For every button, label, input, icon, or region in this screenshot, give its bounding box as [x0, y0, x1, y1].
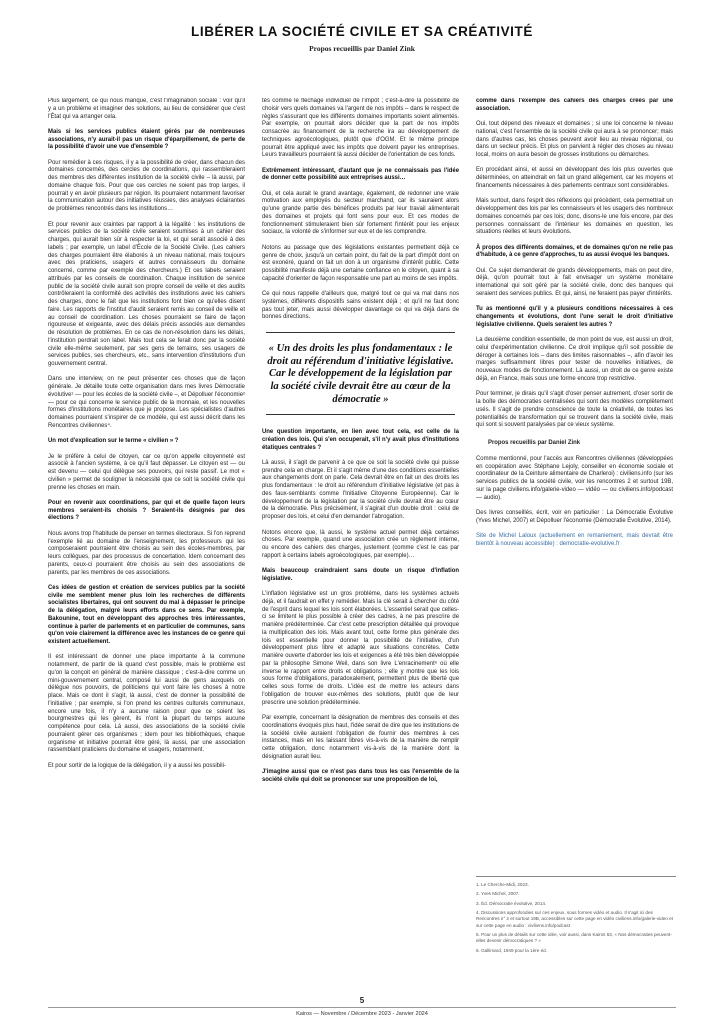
- paragraph: Pour terminer, je dirais qu'il s'agit d'oser penser autrement, d'oser sortir de la boîte des démocraties centralisées qui sont des modèles complètement usés. Il s'agit de prendre conscience de toute la créativité, de toutes les potentialités de transformation qui se trouvent dans la société civile, mais qui sont si souvent paralysées par ce vieux système.: [476, 391, 673, 429]
- interview-question: J'imagine aussi que ce n'est pas dans tous les cas l'ensemble de la société civile qui doit se prononcer sur une proposition de loi,: [262, 769, 459, 783]
- paragraph: Là aussi, il s'agit de parvenir à ce que ce soit la société civile qui puisse prendre cela en charge. Et il s'agit même d'une des conditions essentielles aux changements dont on parle. Cela devrait être en fait un des droits les plus fondamentaux : le droit au référendum d'initiative législative (et pas à des faux-semblants comme l'Initiative Citoyenne Européenne). Car le développement de la législation par la société civile devrait être au cœur de la démocratie. Plus précisément, il s'agirait d'un double droit : celui de proposer des lois, et celui d'en demander l'abrogation.: [262, 459, 459, 521]
- pull-quote: « Un des droits les plus fondamentaux : le droit au référendum d'initiative législative. Car le développement de la législation par la société civile devrait être au cœur de la démocratie »: [266, 332, 455, 415]
- signature: Propos recueillis par Daniel Zink: [488, 440, 581, 446]
- interview-question: Mais beaucoup craindraient sans doute un risque d'inflation législative.: [262, 568, 459, 582]
- closing-note: Comme mentionné, pour l'accès aux Rencontres civiliennes (développées en coopération avec Stéphane Lejoly, conseiller en économie sociale et coordinateur de la Ceinture alimentaire de Charleroi) : civiliens.info (sur les services publics de la société civile, voir les rencontres 2 et surtout 19B, sur la page civiliens.info/galerie-video — vidéo — ou civiliens.info/podcast — audio).: [476, 455, 673, 501]
- interview-question: Ces idées de gestion et création de services publics par la société civile me semblent mener plus loin les recherches de différents socialistes libertaires, qui ont souvent du mal à dépasser le principe de la délégation, malgré leurs efforts dans ce sens. Par exemple, Bakounine, tout en développant des approches très intéressantes, continue à parler de parlements et en particulier de communes, sans qu'on voie clairement la différence avec les instances de ce genre qui existent actuellement.: [48, 584, 245, 646]
- interview-question: comme dans l'exemple des cahiers des charges créés par une association.: [476, 98, 673, 112]
- interview-question: Mais si les services publics étaient gérés par de nombreuses associations, n'y aurait-il pas un risque d'éparpillement, de perte de la possibilité d'avoir une vue d'ensemble ?: [48, 128, 245, 151]
- paragraph: La deuxième condition essentielle, de mon point de vue, est aussi un droit, celui d'expérimentation civilienne. Ce droit implique qu'il soit possible de déroger à certaines lois – dans des limites raisonnables –, afin d'avoir les marges suffisamment libres pour tester de nouvelles initiatives, de nouveaux modes de fonctionnement. Là aussi, un droit de ce genre existe déjà, en France, mais sous une forme encore trop restrictive.: [476, 337, 673, 382]
- article-title: LIBÉRER LA SOCIÉTÉ CIVILE ET SA CRÉATIVITÉ: [191, 24, 533, 39]
- paragraph: tés comme le fléchage individuel de l'impôt ; c'est-à-dire la possibilité de choisir vers quels domaines va l'argent de nos impôts – dans le respect de règles s'assurant que les différents domaines importants soient alimentés. Par exemple, on pourrait alors décider que la part de nos impôts consacrée au financement de la recherche ira au développement de techniques agroécologiques, plutôt que d'OGM. Et le même principe pourrait être appliqué avec les impôts que doivent payer les entreprises. Leurs travailleurs pourraient là aussi décider de l'orientation de ces fonds.: [262, 98, 459, 159]
- footnote: 4. Discussions approfondies sur ces enjeux, sous formes vidéo et audio. Il s'agit ici des Rencontres n° 2 et surtout 19B, accessibles sur cette page en vidéo civiliens.info/galerie-video et sur cette page en audio : civiliens.info/podcast: [476, 910, 673, 928]
- website-link[interactable]: Site de Michel Laloux (actuellement en remaniement, mais devrait être bientôt à nouveau accessible) : democratie-evolutive.fr: [476, 532, 673, 547]
- paragraph: Plus largement, ce qui nous manque, c'est l'imagination sociale : voir qu'il y a un problème et imaginer des solutions, au lieu de considérer que c'est l'État qui va arranger cela.: [48, 98, 245, 120]
- paragraph: Pour remédier à ces risques, il y a la possibilité de créer, dans chacun des domaines concernés, des cercles de coordinations, qui rassembleraient des membres des différentes institution de la société civile – là aussi, par domaine chaque fois. Pour que ces cercles ne soient pas trop larges, il pourrait y en avoir plusieurs par région. Ils pourraient notamment favoriser la communication autour des initiatives réussies, des analyses éclairantes de problèmes rencontrés dans les institutions…: [48, 159, 245, 213]
- interview-question: Un mot d'explication sur le terme « civilien » ?: [48, 438, 179, 445]
- footnote: 3. Éd. Démocratie évolutive, 2014.: [476, 900, 547, 906]
- interview-question: Tu as mentionné qu'il y a plusieurs conditions nécessaires à ces changements et évolutions, dont l'une serait le droit d'initiative législative civilienne. Quels seraient les autres ?: [476, 306, 673, 328]
- paragraph: Et pour revenir aux craintes par rapport à la légalité : les institutions de services publics de la société civile seraient soumises à un cahier des charges, qui aurait bien sûr à respecter la loi, et qui serait associé à des labels ; par exemple, un label d'École de la Société Civile. (Les cahiers des charges pourraient être élaborés à un niveau national, mais toujours avec des praticiens, usagers et autres connaisseurs du domaine concerné, comme par exemple des chercheurs.) Et ces labels seraient attribués par les conseils de coordination. Chaque institution de service public de la société civile aurait son propre conseil de veille et des audits contrôleraient la conformité des activités des institutions avec les cahiers des charges, donc le fait que les institutions font bien ce qu'elles disent faire. Les rapports de l'institut d'audit seraient remis au conseil de veille et au conseil de coordination. Les choses pourraient se faire de façon rigoureuse et exigeante, avec des délais précis associés aux demandes de résolution de problèmes. En ce cas de non-résolution dans les délais, l'institution perdrait son label. Mais tout cela se ferait donc par la société civile elle-même seulement, par ses gens de terrains, ses usagers de services publics, ses chercheurs, etc., sans intervention d'institutions d'un gouvernement central.: [48, 221, 245, 368]
- paragraph: Notons au passage que des législations existantes permettent déjà ce genre de choix, jusqu'à un certain point, du fait de la part d'impôt dont on est exonéré, quand on fait un don à un organisme d'intérêt public. Cette possibilité manifeste déjà une certaine confiance en le citoyen, quant à sa capacité d'orienter de façon responsable une part au moins de ses impôts.: [262, 244, 459, 282]
- paragraph: Et pour sortir de la logique de la délégation, il y a aussi les possibili-: [48, 762, 226, 769]
- footnote: 5. Pour un plus de détails sur cette idée, voir aussi, dans Kairos 53, « Nos démocraties peuvent-elles devenir démocratiques ? »: [476, 931, 672, 944]
- paragraph: Oui, et cela aurait le grand avantage, également, de redonner une vraie motivation aux employés du secteur marchand, car ils sauraient alors qu'une grande partie des bénéfices produits par leur travail alimenterait des domaines et projets qui font sens pour eux. Et ces modes de fonctionnement stimuleraient bien sûr fortement l'intérêt pour les enjeux sociaux, la volonté de s'informer sur eux et de les comprendre.: [262, 190, 459, 236]
- interview-question: Extrêmement intéressant, d'autant que je ne connaissais pas l'idée de donner cette possibilité aux entreprises aussi…: [262, 167, 459, 182]
- footnote: 1. Le Cherche-Midi, 2023.: [476, 882, 529, 887]
- paragraph: Mais surtout, dans l'esprit des réflexions qui précèdent, cela permettrait un développement des lois par les connaisseurs et les usagers des nombreux domaines concernés par ces lois; donc, disons-le une fois encore, par des personnes connaissant de l'intérieur les domaines en question, les situations réelles et leurs évolutions.: [476, 198, 673, 236]
- paragraph: L'inflation législative est un gros problème, dans les systèmes actuels déjà, et il faudrait en effet y remédier. Mais la clé serait à chercher du côté de l'esprit dans lequel les lois sont élaborées. L'essentiel serait que celles-ci se limitent le plus possible à créer des cadres, à ne pas prescrire de manière prédéterminée. Car c'est cette prescription détaillée qui provoque la multiplication des lois. Mais avant tout, cette forme plus générale des lois est essentielle pour donner la possibilité de l'initiative, d'un développement plus libre et adapté aux situations concrètes. Cette manière ouverte d'aborder les lois et exigences a été très bien développée par la philosophe Simone Weil, dans son livre L'enracinement⁶ où elle inverse le rapport entre droits et obligations ; elle y montre que les lois sous forme d'obligations, paradoxalement, permettent plus de liberté que celles sous forme de droits. L'idée est de mettre les acteurs dans l'obligation de trouver eux-mêmes des solutions, plutôt que de leur prescrire une solution prédéterminée.: [262, 591, 459, 706]
- interview-question: Pour en revenir aux coordinations, par qui et de quelle façon leurs membres seraient-ils choisis ? Seraient-ils désignés par des élections ?: [48, 499, 245, 522]
- closing-note: Des livres conseillés, écrit, voir en particulier : La Démocratie Évolutive (Yves Michel, 2007) et Dépolluer l'économie (Démocratie Évolutive, 2014).: [476, 509, 673, 524]
- footer-divider: [48, 1007, 676, 1008]
- paragraph: En procédant ainsi, et aussi en développant des lois plus ouvertes que déterminées, on atteindrait en fait un grand allègement, car les moyens et financements nécessaires à des parlements centraux sont considérables.: [476, 167, 673, 189]
- column-3: [476, 98, 673, 868]
- paragraph: Il est intéressant de donner une place importante à la commune notamment, de partir de là quand c'est possible, mais le problème est qu'on la conçoit en général de manière classique ; c'est-à-dire comme un mini-gouvernement central, composé lui aussi de gens auxquels on délègue nos pouvoirs, de politiciens qui vont faire les choses à notre place. Mais ce dont il s'agit, là aussi, c'est de donner la possibilité de l'initiative ; par exemple, si l'on prend les centres culturels communaux, encore une fois, il n'y a aucune raison pour que ce soient les bourgmestres qui les gèrent, ils n'ont la plupart du temps aucune compétence pour cela. Là aussi, des associations de la société civile pourraient gérer ces organismes ; idem pour les bibliothèques, chaque organisme et initiative pourrait être géré, là aussi, par une association rassemblant praticiens du domaine et usagers, notamment.: [48, 654, 245, 754]
- paragraph: Par exemple, concernant la désignation de membres des conseils et des coordinations évoqués plus haut, l'idée serait de dire que les institutions de la société civile auraient l'obligation de fournir des membres à ces instances, mais en les laissant libres vis-à-vis de la manière de remplir cette obligation, donc notamment vis-à-vis de la manière dont la désignation aurait lieu.: [262, 715, 459, 760]
- column-1: [48, 98, 245, 978]
- paragraph: Oui, tout dépend des niveaux et domaines ; si une loi concerne le niveau national, c'est l'ensemble de la société civile qui aura à se prononcer; mais dans d'autres cas, les choses peuvent avoir lieu au niveau régional, ou dans un secteur précis. Et plus on parvient à régler des choses au niveau local, moins on aura besoin de grosses institutions ou démarches.: [476, 121, 673, 159]
- interview-question: Une question importante, en lien avec tout cela, est celle de la création des lois. Qui s'en occuperait, s'il n'y avait plus d'institutions étatiques centrales ?: [262, 429, 459, 451]
- article-byline: Propos recueillis par Daniel Zink: [309, 44, 415, 53]
- column-2: [262, 98, 459, 978]
- footnote: 2. Yves Michel, 2007.: [476, 891, 520, 897]
- paragraph: Nous avons trop l'habitude de penser en termes électoraux. Si l'on reprend l'exemple lié au domaine de l'enseignement, les professeurs qui les composeraient pourraient être choisis au sein des écoles-membres, par leurs collègues, par des processus de concertation. Idem concernant des parents, ceux-ci pourraient être choisis au sein des associations de parents, par les membres de ces associations.: [48, 530, 245, 576]
- paragraph: Je le préfère à celui de citoyen, car ce qu'on appelle citoyenneté est associé à l'ancien système, à ce qu'il faut dépasser. Le citoyen est — ou est devenu — celui qui délègue ses pouvoirs, qui reste passif. Le mot « civilien » permet de souligner la nécessité que ce soit la société civile qui prenne les choses en main.: [48, 453, 245, 491]
- page-number: 5: [359, 996, 365, 1005]
- paragraph: Dans une interview, on ne peut présenter ces choses que de façon générale. Je détaille toute cette organisation dans mes livres Démocratie évolutive¹ — pour les écoles de la société civile –, et Dépolluer l'économie² — pour ce qui concerne le service public de la monnaie, et les nouvelles formes d'institutions monétaires que je propose. Les spécialistes d'autres domaines pourraient s'inspirer de ce modèle, qui est aussi décrit dans les Rencontres civiliennes⁴.: [48, 376, 245, 429]
- paragraph: Oui. Ce sujet demanderait de grands développements, mais on peut dire, déjà, qu'on pourrait tout à fait envisager un système monétaire international qui soit géré par la société civile, donc des banques qui seraient des services publics. Et qui, ainsi, ne feraient pas payer d'intérêts.: [476, 267, 673, 297]
- interview-question: À propos des différents domaines, et de domaines qu'on ne relie pas d'habitude, à ce genre d'approches, tu as aussi évoqué les banques.: [476, 244, 673, 259]
- footnote: 6. Gallimard, 1949 pour la 1ère éd.: [476, 947, 547, 953]
- paragraph: Ce qui nous rappelle d'ailleurs que, malgré tout ce qui va mal dans nos systèmes, différents dispositifs sains existent déjà ; et qu'il ne faut donc pas tout jeter, mais aussi développer davantage ce qui va déjà dans de bonnes directions.: [262, 291, 459, 321]
- footer-text: Kairos — Novembre / Décembre 2023 - Janvier 2024: [296, 1011, 428, 1017]
- paragraph: Notons encore que, là aussi, le système actuel permet déjà certaines choses. Par exemple, quand une association crée un règlement interne, ou encore des cahiers des charges, justement (comme c'est le cas par rapport à certains labels agroécologiques, par exemple)…: [262, 529, 459, 559]
- footnotes: [476, 876, 676, 957]
